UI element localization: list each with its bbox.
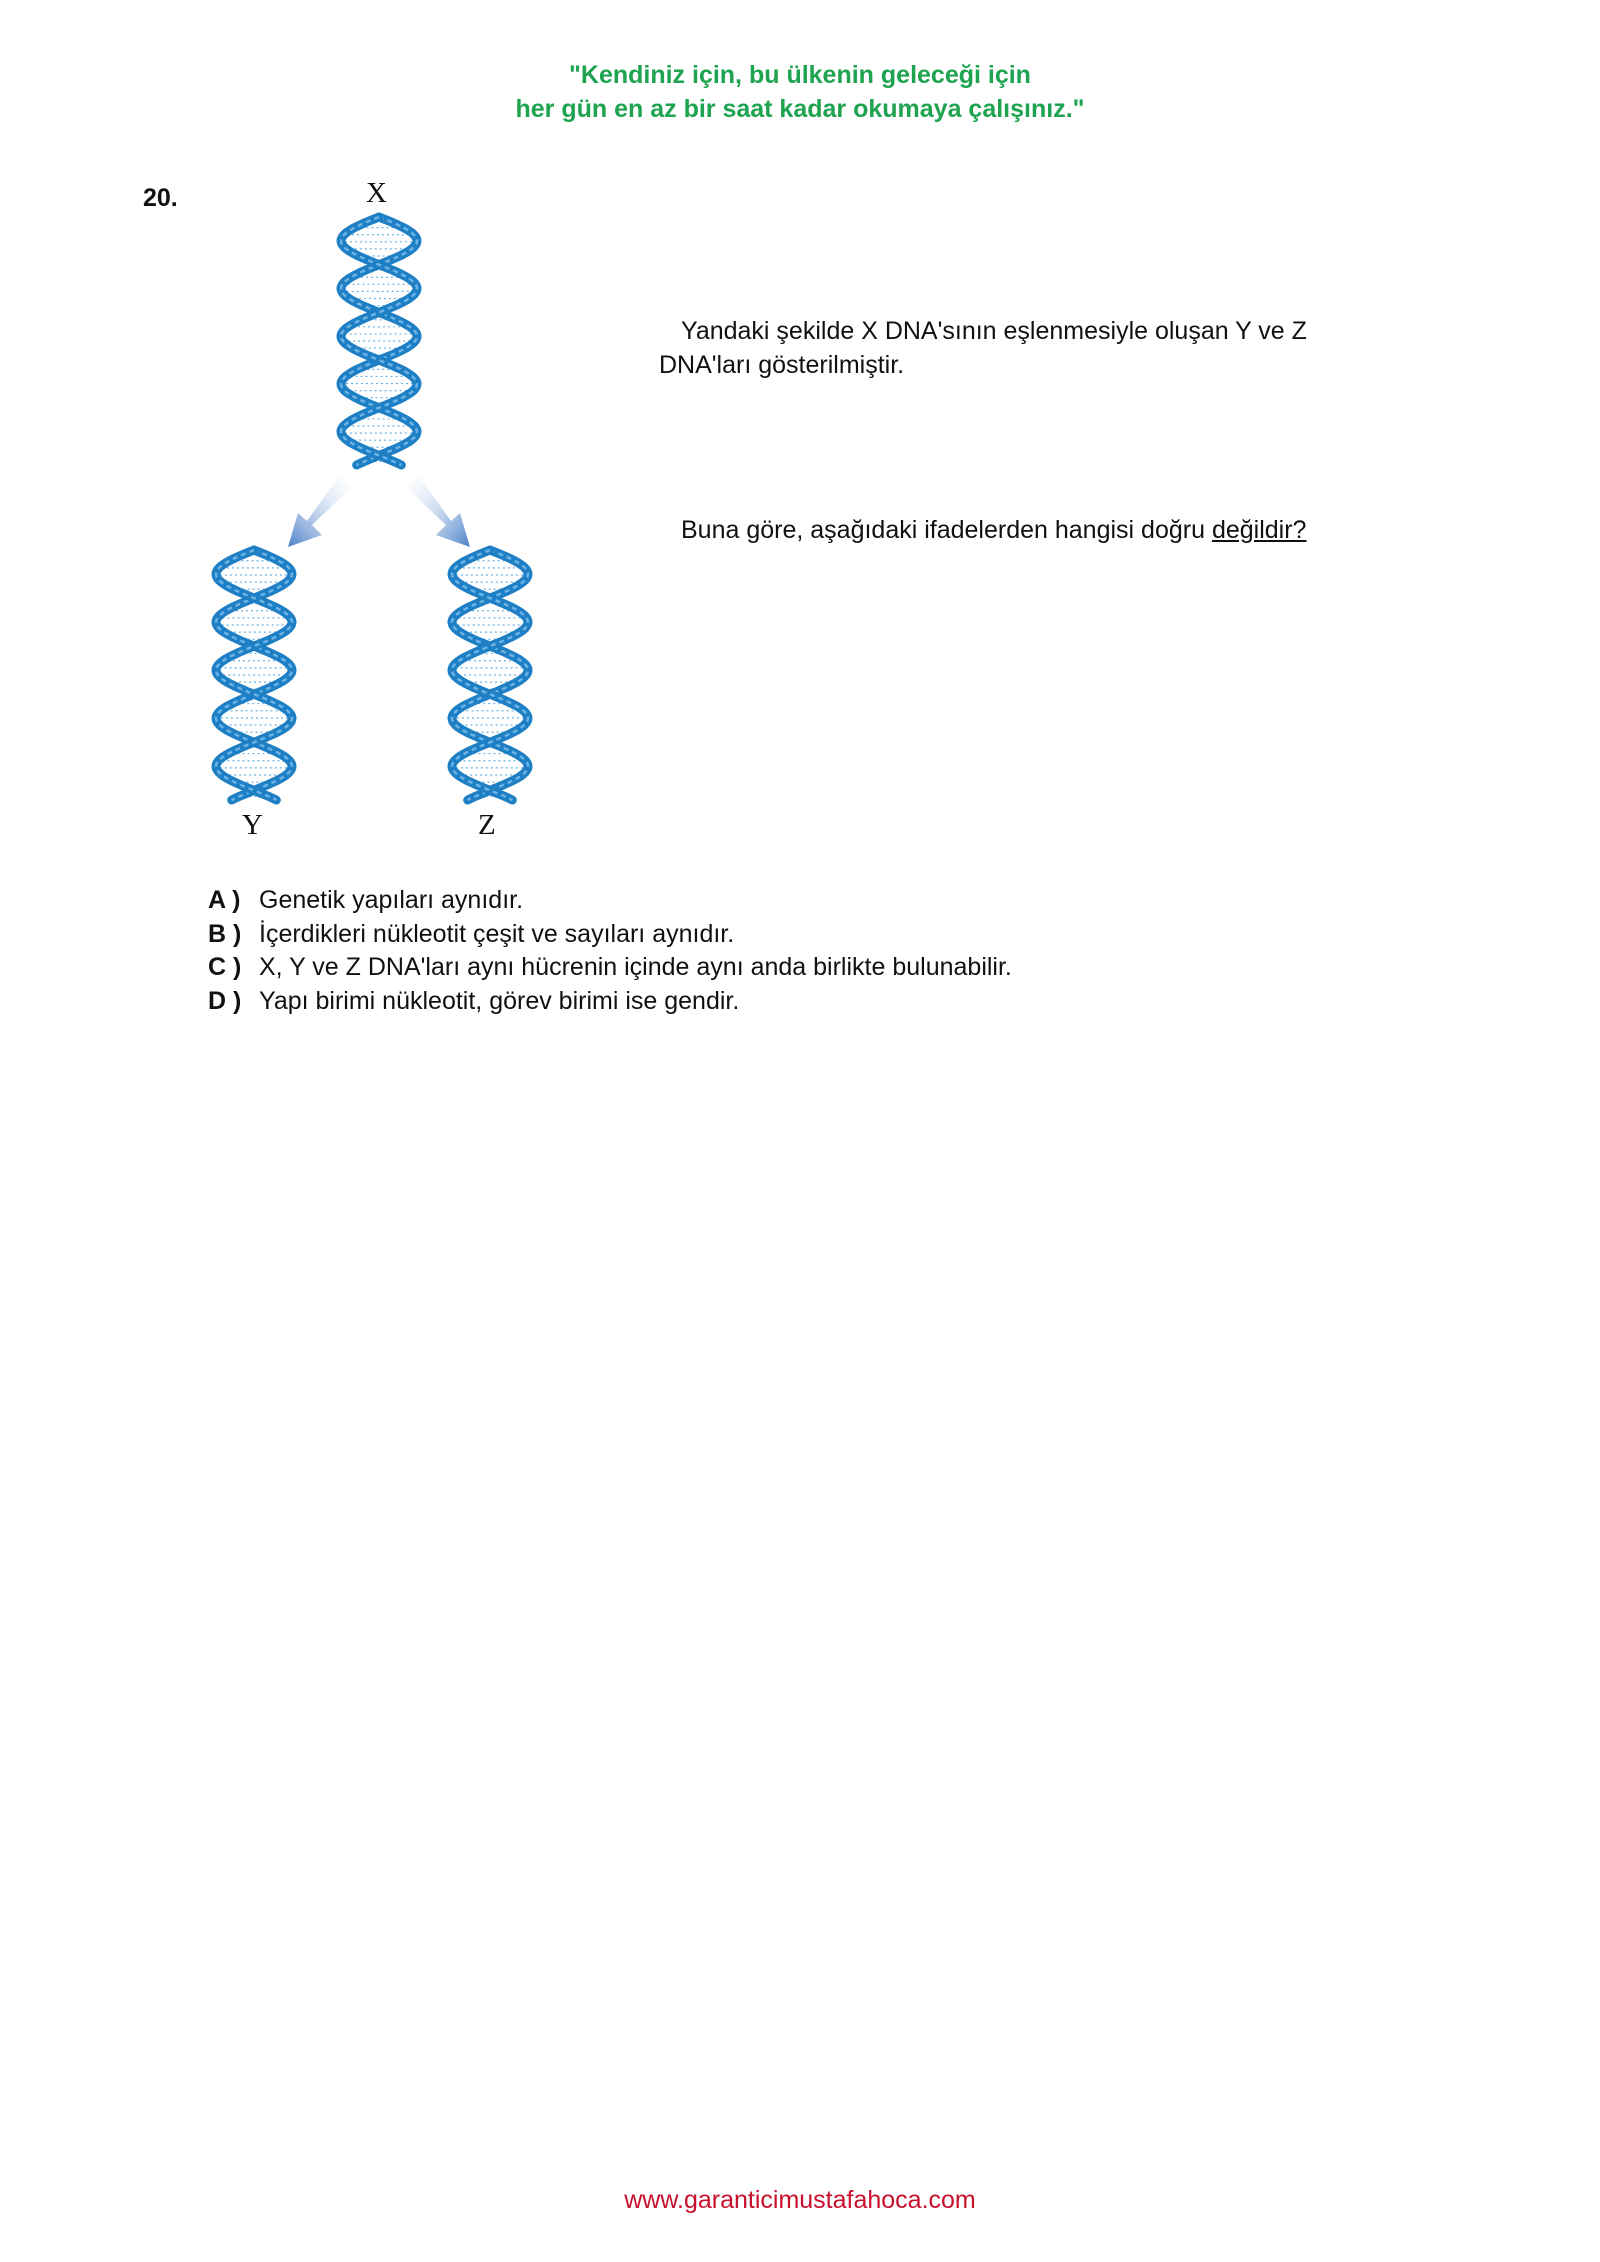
dna-replication-figure: [190, 175, 570, 855]
question-prompt: [681, 513, 1306, 547]
arrow-to-y-icon: [288, 475, 352, 547]
option-text: Yapı birimi nükleotit, görev birimi ise gendir.: [259, 986, 740, 1015]
header-motto: [0, 58, 1600, 126]
dna-figure-drawing: [190, 175, 570, 855]
arrow-to-z-icon: [406, 475, 470, 547]
dna-helix-x: [341, 217, 417, 465]
question-stem: Yandaki şekilde X DNA'sının eşlenmesiyle oluşan Y ve Z DNA'ları gösterilmiştir.: [659, 317, 1307, 379]
option-letter: A ): [208, 886, 241, 914]
option-text: Genetik yapıları aynıdır.: [259, 886, 524, 914]
dna-helix-y: [216, 550, 292, 800]
label-x: X: [366, 177, 387, 209]
answer-options: [208, 884, 1012, 1018]
option-text: X, Y ve Z DNA'ları aynı hücrenin içinde aynı anda birlikte bulunabilir.: [259, 953, 1012, 981]
dna-helix-z: [452, 550, 528, 800]
question-negation: değildir?: [1211, 516, 1307, 544]
option-letter: D ): [208, 986, 242, 1015]
option-text: İçerdikleri nükleotit çeşit ve sayıları aynıdır.: [259, 919, 735, 948]
option-letter: C ): [208, 953, 242, 981]
motto-line-2: her gün en az bir saat kadar okumaya çalışınız.": [515, 95, 1085, 123]
question-prompt-text: Buna göre, aşağıdaki ifadelerden hangisi doğru: [681, 516, 1212, 544]
footer-url[interactable]: www.garanticimustafahoca.com: [624, 2186, 976, 2214]
option-letter: B ): [208, 919, 242, 948]
question-number: 20.: [143, 184, 178, 212]
option-c[interactable]: [208, 951, 1012, 985]
label-y: Y: [242, 809, 263, 841]
label-z: Z: [478, 809, 496, 841]
option-a[interactable]: [208, 884, 1012, 918]
option-d[interactable]: [208, 985, 1012, 1019]
option-b[interactable]: [208, 918, 1012, 952]
motto-line-1: "Kendiniz için, bu ülkenin geleceği için: [569, 61, 1031, 89]
